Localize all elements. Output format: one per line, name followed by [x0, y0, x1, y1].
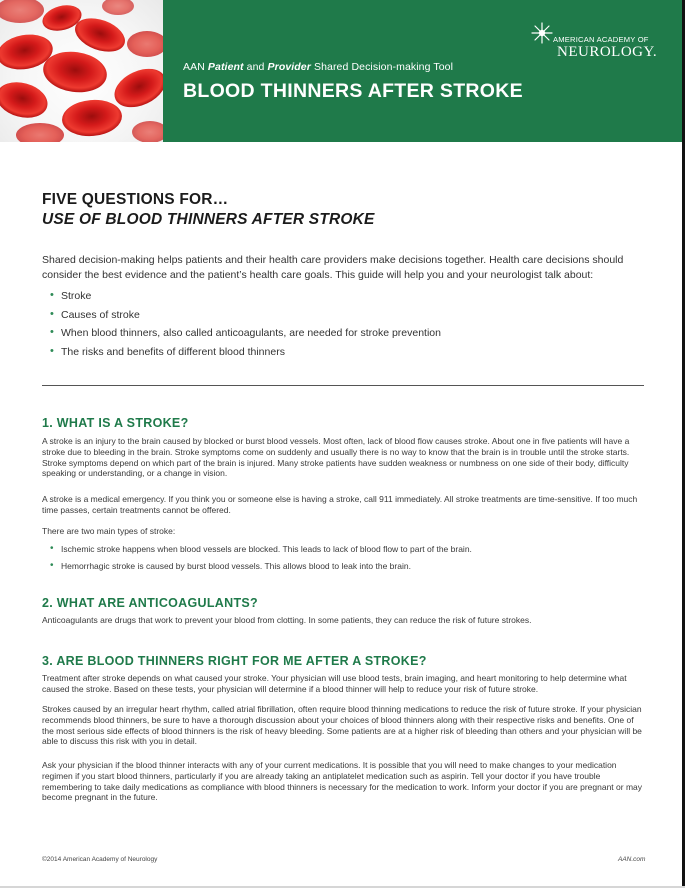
- page-title: BLOOD THINNERS AFTER STROKE: [183, 80, 523, 102]
- intro-bullet-list: [50, 290, 441, 364]
- section-1-paragraph-3: There are two main types of stroke:: [42, 526, 176, 536]
- logo-academy-text: AMERICAN ACADEMY OF: [553, 35, 649, 44]
- stroke-types-list: [50, 544, 472, 578]
- section-2-paragraph-1: Anticoagulants are drugs that work to prevent your blood from clotting. In some patients, they can reduce the risk of future strokes.: [42, 615, 532, 625]
- section-1-paragraph-1: A stroke is an injury to the brain caused by blocked or burst blood vessels. Most often, lack of blood flow causes stroke. About one in five patients will have a stroke due to bleeding in the brain. Stroke symptoms come on suddenly and usually there is no way to know that the brain is in trouble until the stroke starts. Stroke symptoms depend on which part of the brain is injured. Many stroke patients have sudden weakness or numbness on one side of their body, difficulty speaking or understanding, or a change in vision.: [42, 436, 630, 479]
- website-link[interactable]: AAN.com: [618, 856, 646, 863]
- list-item: • Hemorrhagic stroke is caused by burst blood vessels. This allows blood to leak into the brain.: [50, 561, 472, 578]
- intro-paragraph: Shared decision-making helps patients and their health care providers make decisions together. Health care decisions should consider the best evidence and the patient’s health care goals. This guide will help you and your neurologist talk about:: [42, 254, 624, 281]
- blood-cell: [61, 97, 124, 138]
- tool-label-prefix: AAN: [183, 61, 205, 73]
- section-3-paragraph-3: Ask your physician if the blood thinner interacts with any of your current medications. It is possible that you will need to make changes to your medication regimen if you start blood thinners, particularly if you are already taking an antiplatelet medication such as aspirin. Tell your doctor if you have trouble remembering to take daily medications as compliance with blood thinners is necessary for the medication to work. Inform your doctor if you are pregnant or may become pregnant in the future.: [42, 760, 643, 803]
- tool-label-suffix: Shared Decision-making Tool: [313, 61, 454, 73]
- section-3-title: 3. ARE BLOOD THINNERS RIGHT FOR ME AFTER A STROKE?: [42, 654, 427, 668]
- header: [0, 0, 682, 142]
- aan-logo[interactable]: [531, 22, 681, 66]
- tool-label-provider: Provider: [267, 61, 311, 73]
- section-3-paragraph-2: Strokes caused by an irregular heart rhythm, called atrial fibrillation, often require blood thinning medications to reduce the risk of future stroke. If your physician recommends blood thinners, be sure to have a thorough discussion about your choices of blood thinners along with their respective risks and benefits. One of the most serious side effects of blood thinners is the risk of heavy bleeding. Some patients are at a higher risk of bleeding than others and your physician will be able to discuss this risk with you in detail.: [42, 704, 642, 747]
- tool-label-patient: Patient: [207, 61, 244, 73]
- list-item: • The risks and benefits of different blood thinners: [50, 346, 441, 365]
- title-band: [163, 0, 682, 142]
- list-item: • Stroke: [50, 290, 441, 309]
- list-item: • When blood thinners, also called anticoagulants, are needed for stroke prevention: [50, 327, 441, 346]
- tool-label: [183, 61, 453, 73]
- section-3-paragraph-1: Treatment after stroke depends on what caused your stroke. Your physician will use blood tests, brain imaging, and heart monitoring to help determine what caused the stroke. Based on these tests, your physician will determine if a blood thinner will help to reduce your risk of future stroke.: [42, 673, 627, 694]
- section-1-paragraph-2: A stroke is a medical emergency. If you think you or someone else is having a stroke, call 911 immediately. All stroke treatments are time-sensitive. If too much time passes, certain treatments cannot be offered.: [42, 494, 638, 515]
- divider: [42, 385, 644, 386]
- blood-cell: [102, 0, 134, 15]
- logo-neurology-text: NEUROLOGY.: [557, 44, 658, 60]
- five-questions-heading: FIVE QUESTIONS FOR…: [42, 191, 229, 208]
- copyright-text: ©2014 American Academy of Neurology: [42, 856, 158, 863]
- blood-cell: [0, 0, 44, 23]
- blood-cells-illustration: [0, 0, 163, 142]
- blood-cell: [0, 77, 52, 123]
- section-1-title: 1. WHAT IS A STROKE?: [42, 416, 189, 430]
- starburst-icon: [531, 22, 553, 44]
- blood-cell: [16, 123, 64, 142]
- blood-cell: [127, 31, 163, 57]
- list-item: • Causes of stroke: [50, 309, 441, 328]
- list-item: • Ischemic stroke happens when blood vessels are blocked. This leads to lack of blood flow to part of the brain.: [50, 544, 472, 561]
- blood-cell: [132, 121, 163, 142]
- topic-subheading: USE OF BLOOD THINNERS AFTER STROKE: [42, 211, 375, 228]
- red-blood-cells-image: [0, 0, 163, 142]
- tool-label-and: and: [246, 61, 265, 73]
- section-2-title: 2. WHAT ARE ANTICOAGULANTS?: [42, 596, 258, 610]
